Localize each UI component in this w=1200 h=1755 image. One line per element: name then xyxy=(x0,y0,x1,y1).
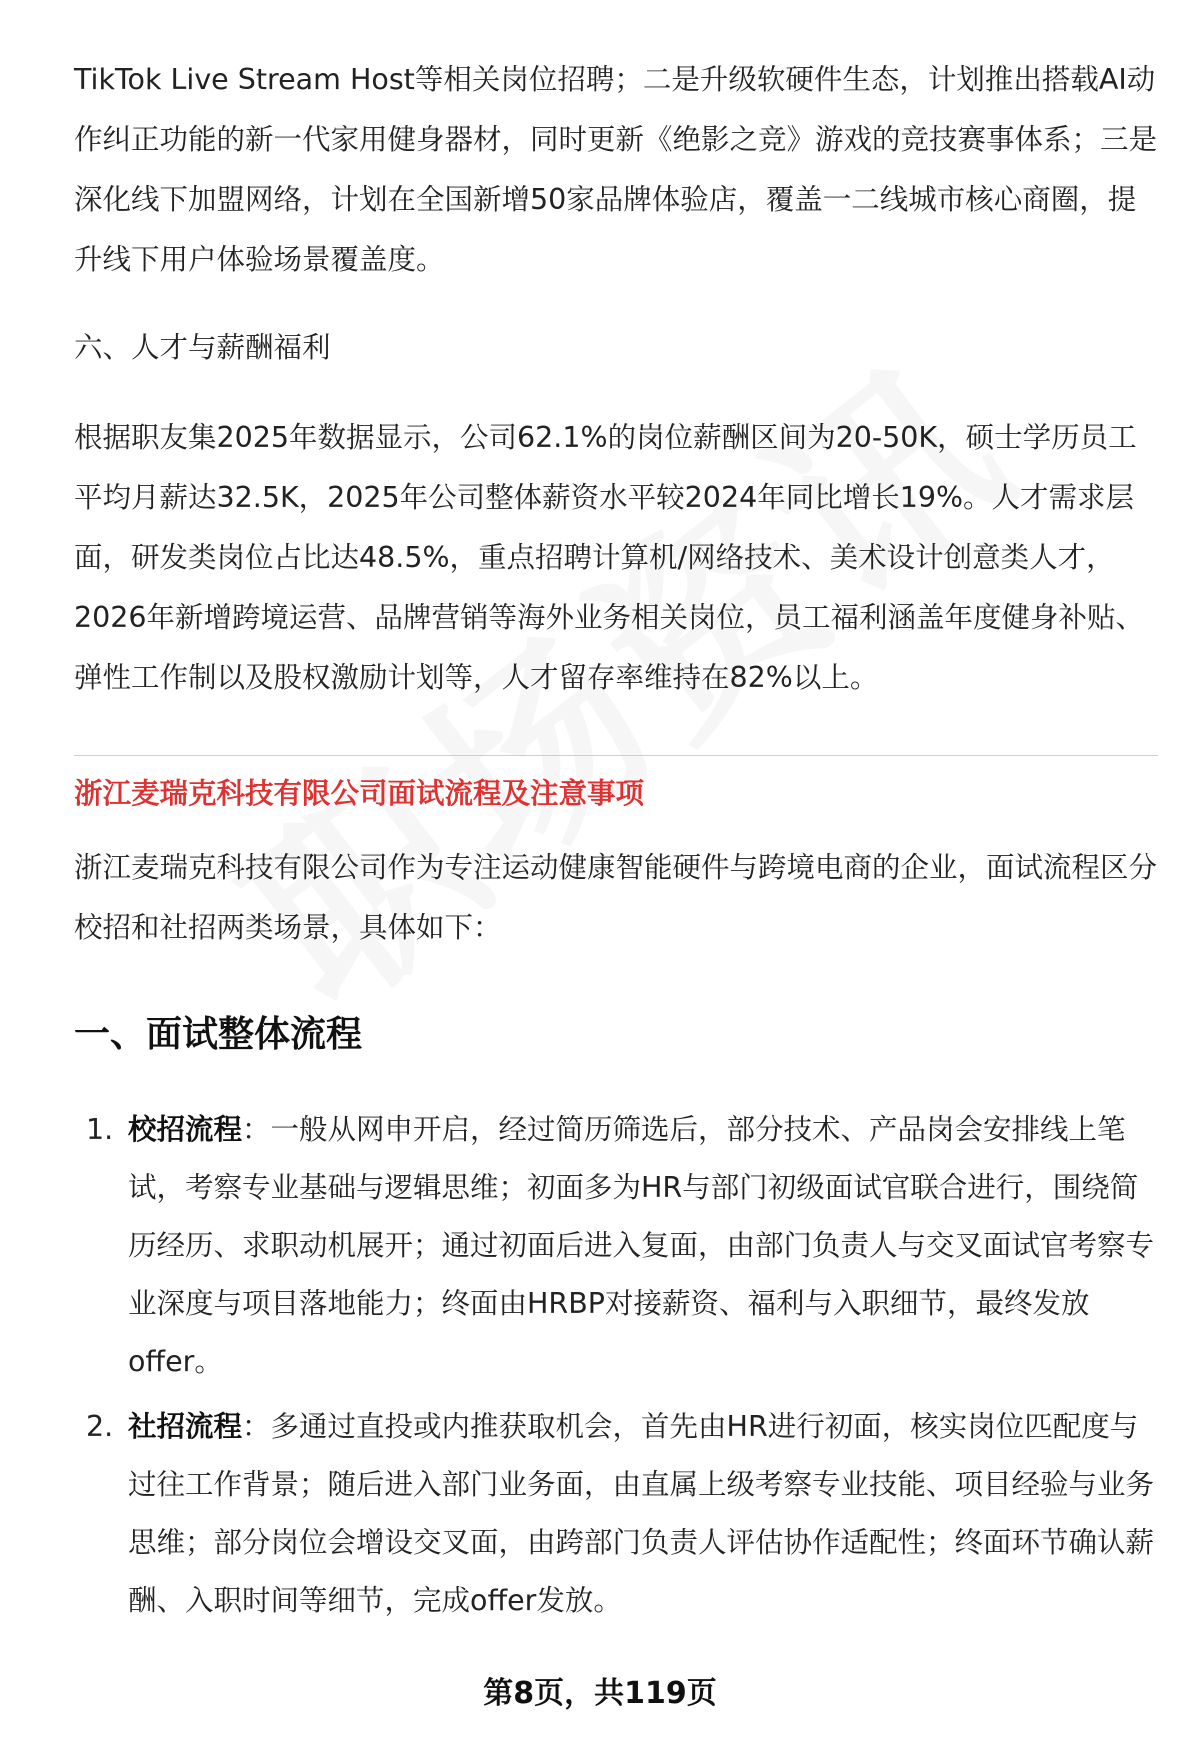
list-item-social xyxy=(74,1398,1164,1630)
list-text: ：一般从网申开启，经过简历筛选后，部分技术、产品岗会安排线上笔试，考察专业基础与逻辑思维；初面多为HR与部门初级面试官联合进行，围绕简历经历、求职动机展开；通过初面后进入复面，由部门负责人与交叉面试官考察专业深度与项目落地能力；终面由HRBP对接薪资、福利与入职细节，最终发放offer。 xyxy=(128,1113,1155,1378)
list-item-campus xyxy=(74,1101,1164,1391)
intro-paragraph: TikTok Live Stream Host等相关岗位招聘；二是升级软硬件生态，计划推出搭载AI动作纠正功能的新一代家用健身器材，同时更新《绝影之竞》游戏的竞技赛事体系；三是深化线下加盟网络，计划在全国新增50家品牌体验店，覆盖一二线城市核心商圈，提升线下用户体验场景覆盖度。 xyxy=(74,63,1158,276)
section-six-body: 根据职友集2025年数据显示，公司62.1%的岗位薪酬区间为20-50K，硕士学历员工平均月薪达32.5K，2025年公司整体薪资水平较2024年同比增长19%。人才需求层面，研发类岗位占比达48.5%，重点招聘计算机/网络技术、美术设计创意类人才，2026年新增跨境运营、品牌营销等海外业务相关岗位，员工福利涵盖年度健身补贴、弹性工作制以及股权激励计划等，人才留存率维持在82%以上。 xyxy=(74,421,1145,694)
list-label: 校招流程 xyxy=(128,1113,243,1146)
list-body xyxy=(128,1398,1163,1630)
section-six-heading: 六、人才与薪酬福利 xyxy=(74,331,331,364)
page-number-footer: 第8页，共119页 xyxy=(483,1676,717,1711)
list-label: 社招流程 xyxy=(128,1410,243,1443)
interview-section-title: 浙江麦瑞克科技有限公司面试流程及注意事项 xyxy=(74,777,645,810)
interview-intro: 浙江麦瑞克科技有限公司作为专注运动健康智能硬件与跨境电商的企业，面试流程区分校招和社招两类场景，具体如下： xyxy=(74,851,1158,944)
list-body xyxy=(128,1101,1163,1391)
list-number: 2. xyxy=(86,1410,114,1443)
divider xyxy=(74,755,1158,756)
list-text: ：多通过直投或内推获取机会，首先由HR进行初面，核实岗位匹配度与过往工作背景；随后进入部门业务面，由直属上级考察专业技能、项目经验与业务思维；部分岗位会增设交叉面，由跨部门负责人评估协作适配性；终面环节确认薪酬、入职时间等细节，完成offer发放。 xyxy=(128,1410,1155,1617)
page-title-interview-flow: 一、面试整体流程 xyxy=(74,1014,363,1055)
list-number: 1. xyxy=(86,1113,114,1146)
